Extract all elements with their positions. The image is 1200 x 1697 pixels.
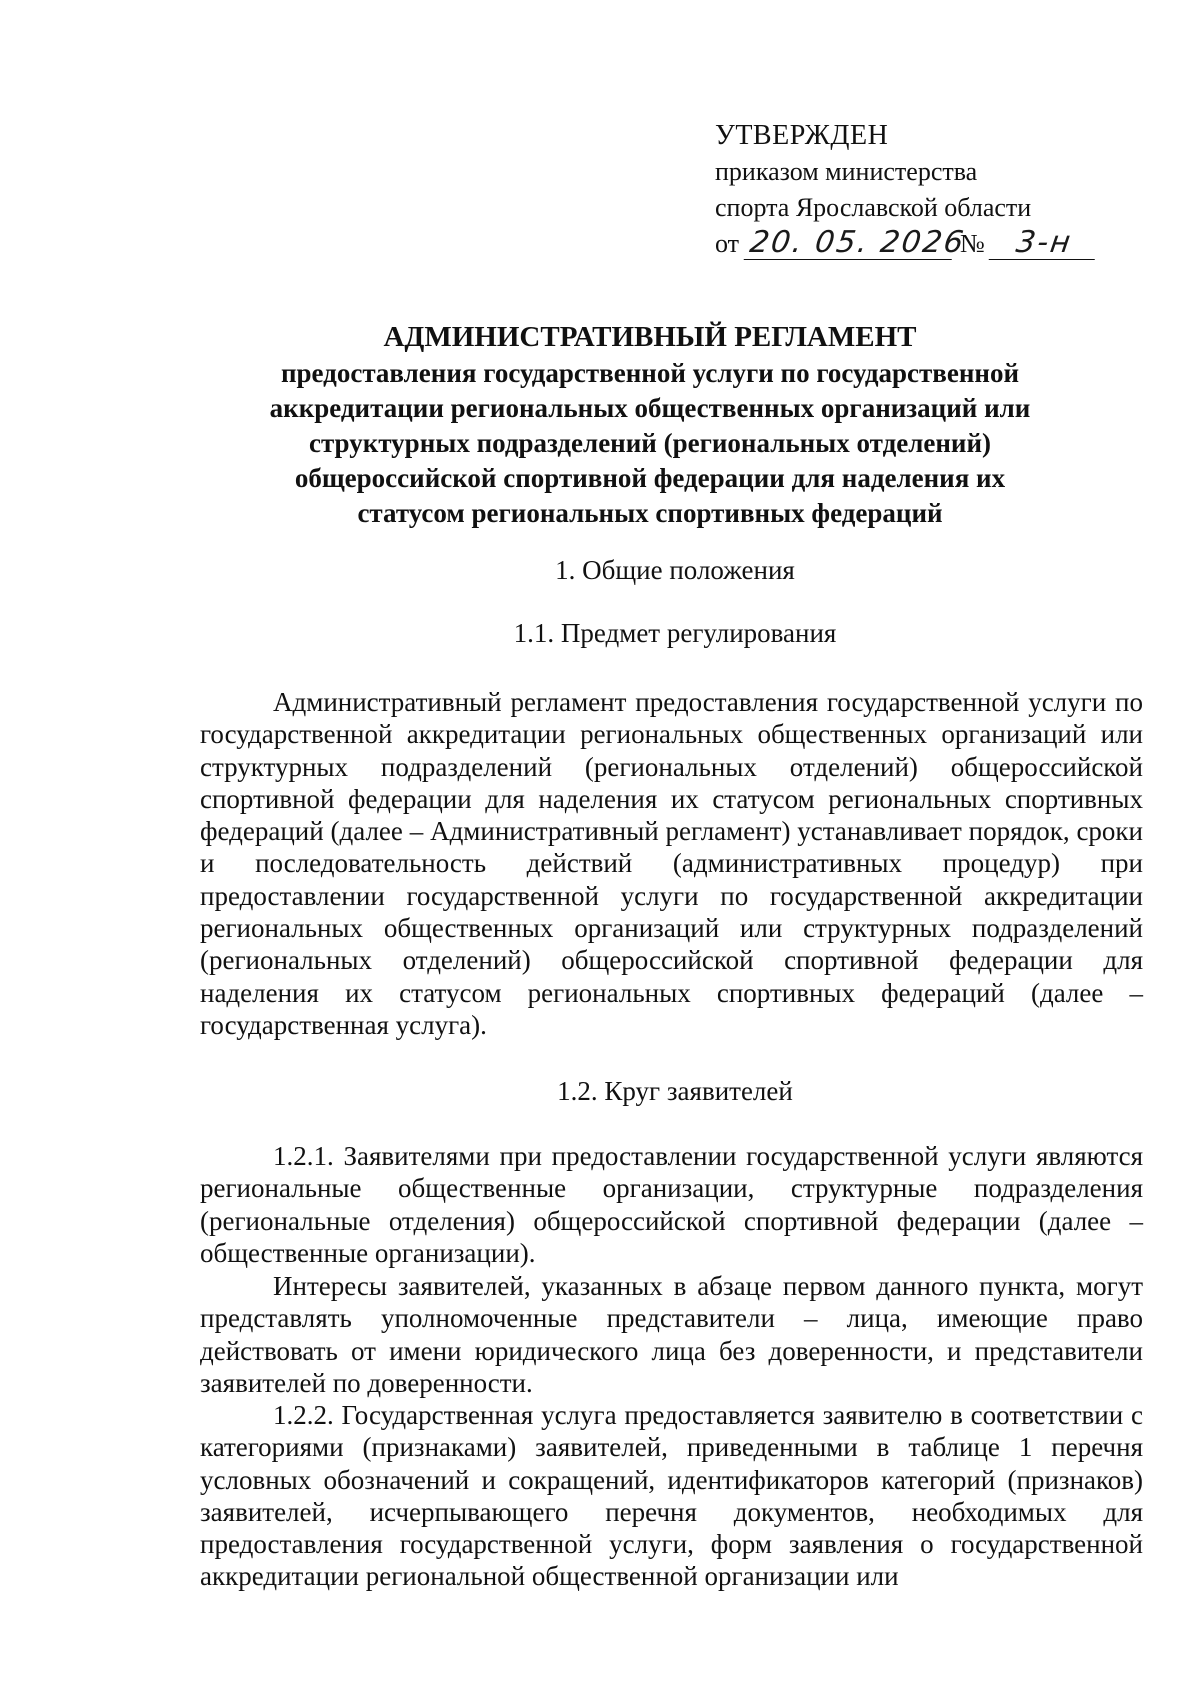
number-label: № — [960, 229, 985, 258]
approval-title: УТВЕРЖДЕН — [715, 120, 889, 151]
from-label: от — [715, 229, 740, 258]
title-sub-line-5: статусом региональных спортивных федераций — [357, 498, 943, 528]
title-sub-line-1: предоставления государственной услуги по государственной — [280, 358, 1020, 388]
document-title — [150, 318, 1150, 531]
approval-date-line — [715, 226, 1135, 262]
approval-line-2: спорта Ярославской области — [715, 193, 1032, 222]
handwritten-date: 20. 05. 2026 — [743, 227, 956, 260]
paragraph-representatives: Интересы заявителей, указанных в абзаце первом данного пункта, могут представлять уполномоченные представители – лица, имеющие право действовать от имени юридического лица без доверенности, и представители заявителей по доверенности. — [200, 1271, 1143, 1398]
title-main: АДМИНИСТРАТИВНЫЙ РЕГЛАМЕНТ — [383, 321, 917, 353]
paragraph-1-2-2: 1.2.2. Государственная услуга предоставляется заявителю в соответствии с категориями (признаками) заявителей, приведенными в таблице 1 перечня условных обозначений и сокращений, идентификаторов категорий (признаков) заявителей, исчерпывающего перечня документов, необходимых для предоставления государственной услуги, форм заявления о государственной аккредитации региональной общественной организации или — [200, 1400, 1143, 1592]
paragraph-1-2-1: 1.2.1. Заявителями при предоставлении государственной услуги являются региональные общественные организации, структурные подразделения (региональные отделения) общероссийской спортивной федерации (далее – общественные организации). — [200, 1141, 1143, 1268]
title-sub-line-3: структурных подразделений (региональных отделений) — [308, 428, 991, 458]
paragraph-subject: Административный регламент предоставления государственной услуги по государственной аккредитации региональных общественных организаций или структурных подразделений (региональных отделений) общероссийской спортивной федерации для наделения их статусом региональных спортивных федераций (далее – Административный регламент) устанавливает порядок, сроки и последовательность действий (административных процедур) при предоставлении государственной услуги по государственной аккредитации региональных общественных организаций или структурных подразделений (региональных отделений) общероссийской спортивной федерации для наделения их статусом региональных спортивных федераций (далее – государственная услуга). — [200, 687, 1143, 1040]
approval-block — [715, 118, 1135, 262]
section-heading-1: 1. Общие положения — [555, 555, 795, 585]
title-sub-line-4: общероссийской спортивной федерации для наделения их — [294, 463, 1006, 493]
handwritten-number: 3-н — [989, 227, 1100, 260]
section-heading-1-1: 1.1. Предмет регулирования — [513, 618, 837, 648]
section-heading-1-2: 1.2. Круг заявителей — [557, 1076, 793, 1106]
approval-line-1: приказом министерства — [715, 157, 978, 186]
title-sub-line-2: аккредитации региональных общественных организаций или — [269, 393, 1031, 423]
